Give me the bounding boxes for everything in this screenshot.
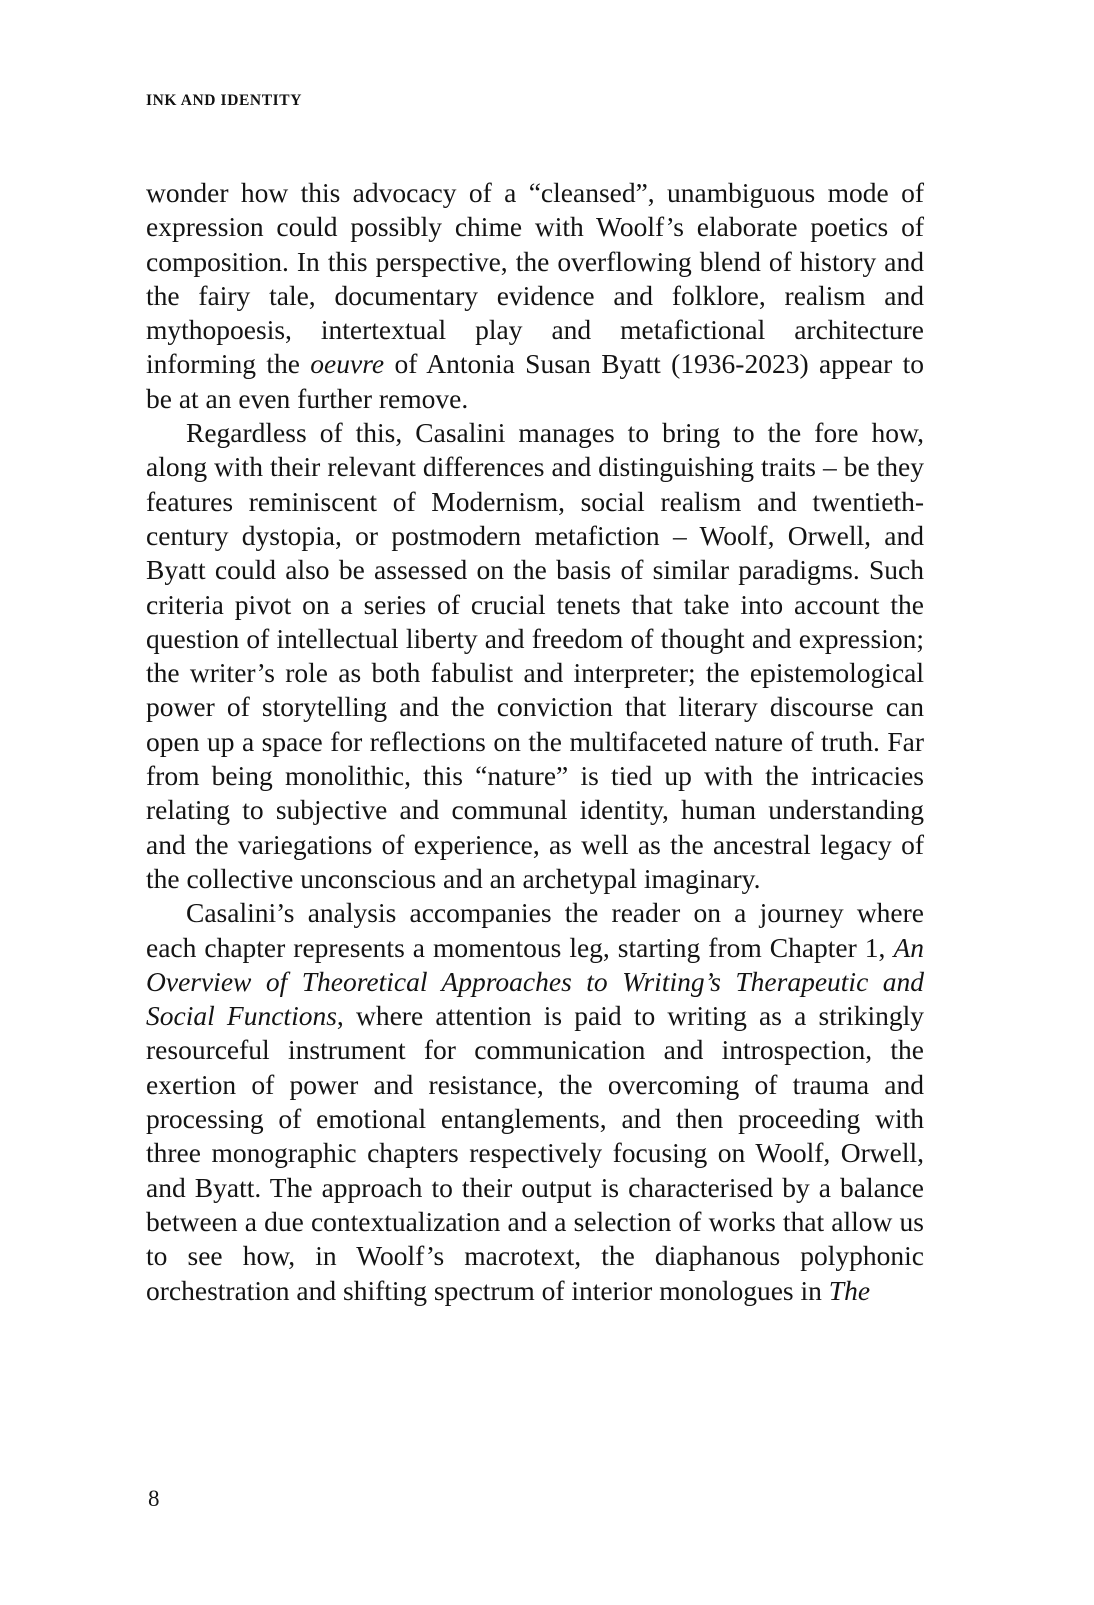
- paragraph-paragraph-continued: [146, 176, 924, 416]
- page-number: 8: [148, 1486, 160, 1511]
- body-text-block: [146, 176, 924, 1308]
- italic-run: The: [828, 1274, 871, 1306]
- text-run: , where attention is paid to writing as a strikingly resourceful instrument for communication and introspection, the exertion of power and resistance, the overcoming of trauma and processing of emotional entanglements, and then proceeding with three monographic chapters respectively focusing on Woolf, Orwell, and Byatt. The approach to their output is characterised by a balance between a due contextualization and a selection of works that allow us to see how, in Woolf’s macrotext, the diaphanous polyphonic orchestration and shifting spectrum of interior monologues in: [146, 1000, 924, 1306]
- text-run: Regardless of this, Casalini manages to bring to the fore how, along with their relevant differences and distinguishing traits – be they features reminiscent of Modernism, social realism and twentieth-century dystopia, or postmodern metafiction – Woolf, Orwell, and Byatt could also be assessed on the basis of similar paradigms. Such criteria pivot on a series of crucial tenets that take into account the question of intellectual liberty and freedom of thought and expression; the writer’s role as both fabulist and interpreter; the epistemological power of storytelling and the conviction that literary discourse can open up a space for reflections on the multifaceted nature of truth. Far from being monolithic, this “nature” is tied up with the intricacies relating to subjective and communal identity, human understanding and the variegations of experience, as well as the ancestral legacy of the collective unconscious and an archetypal imaginary.: [146, 417, 924, 894]
- text-run: wonder how this advocacy of a “cleansed”, unambiguous mode of expression could possibly chime with Woolf’s elaborate poetics of composition. In this perspective, the overflowing blend of history and the fairy tale, documentary evidence and folklore, realism and mythopoesis, intertextual play and metafictional architecture informing the: [146, 177, 924, 380]
- paragraph-paragraph-casalini-analysis: [146, 896, 924, 1308]
- text-run: Casalini’s analysis accompanies the reader on a journey where each chapter represents a momentous leg, starting from Chapter 1,: [146, 897, 924, 963]
- paragraph-paragraph-regardless: [146, 416, 924, 896]
- italic-run: An Overview of Theoretical Approaches to Writing’s Therapeutic and Social Functions: [146, 931, 924, 1032]
- text-run: of Antonia Susan Byatt (1936-2023) appear to be at an even further remove.: [146, 348, 924, 414]
- italic-run: oeuvre: [310, 348, 385, 380]
- running-header: INK AND IDENTITY: [146, 92, 303, 109]
